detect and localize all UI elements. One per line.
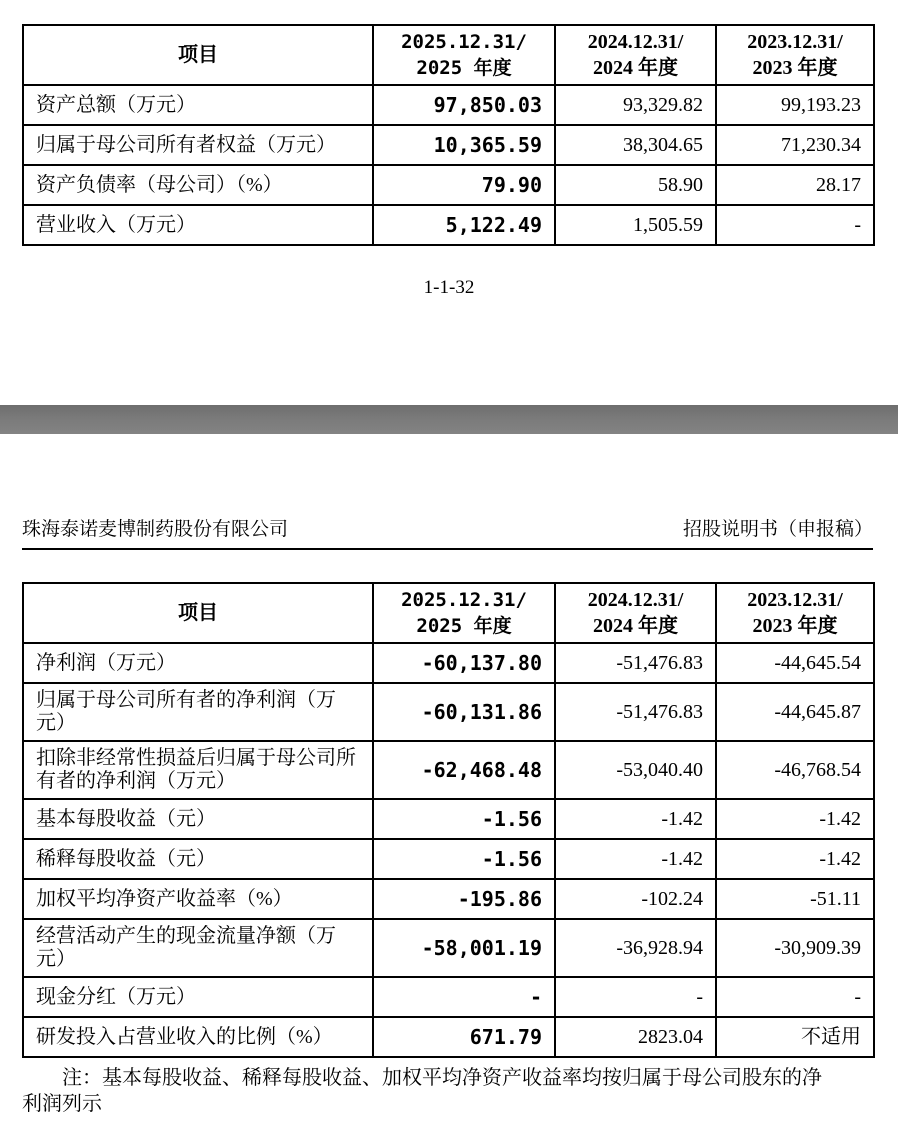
summary-header-row: [23, 25, 874, 85]
row-label: 基本每股收益（元）: [23, 799, 373, 839]
value-2025: 79.90: [373, 165, 555, 205]
value-2025: 10,365.59: [373, 125, 555, 165]
table-row: [23, 683, 874, 741]
table-row: [23, 977, 874, 1017]
row-label: 研发投入占营业收入的比例（%）: [23, 1017, 373, 1057]
value-2024: -: [555, 977, 716, 1017]
profit-table: [22, 582, 875, 1058]
header-line1: 2023.12.31/: [747, 589, 843, 611]
row-label: 扣除非经常性损益后归属于母公司所有者的净利润（万元）: [23, 741, 373, 799]
header-line1: 2024.12.31/: [587, 31, 684, 53]
value-2023: 28.17: [716, 165, 874, 205]
value-2025: 97,850.03: [373, 85, 555, 125]
table-row: [23, 205, 874, 245]
value-2025: -60,131.86: [373, 683, 555, 741]
summary-table: [22, 24, 875, 246]
table-row: [23, 165, 874, 205]
header-line1: 2024.12.31/: [587, 589, 684, 611]
value-2024: -1.42: [555, 799, 716, 839]
value-2023: -51.11: [716, 879, 874, 919]
value-2023: -44,645.87: [716, 683, 874, 741]
value-2024: 38,304.65: [555, 125, 716, 165]
table-row: [23, 85, 874, 125]
doc-title: 招股说明书（申报稿）: [682, 519, 873, 540]
header-line2: 2024 年度: [593, 57, 678, 79]
profit-col-header-item: 项目: [23, 583, 373, 643]
row-label: 加权平均净资产收益率（%）: [23, 879, 373, 919]
row-label: 归属于母公司所有者的净利润（万元）: [23, 683, 373, 741]
header-line2: 2024 年度: [593, 615, 678, 637]
value-2025: -195.86: [373, 879, 555, 919]
table-row: [23, 799, 874, 839]
table-row: [23, 125, 874, 165]
header-line2: 2025 年度: [416, 615, 512, 637]
summary-col-header-item: 项目: [23, 25, 373, 85]
profit-col-header-2024: [555, 583, 716, 643]
value-2023: 99,193.23: [716, 85, 874, 125]
value-2023: -46,768.54: [716, 741, 874, 799]
summary-col-header-2023: [716, 25, 874, 85]
value-2025: -1.56: [373, 799, 555, 839]
page-number: 1-1-32: [423, 277, 475, 298]
value-2024: 2823.04: [555, 1017, 716, 1057]
value-2023: -: [716, 205, 874, 245]
table-row: [23, 1017, 874, 1057]
value-2024: -102.24: [555, 879, 716, 919]
value-2024: -53,040.40: [555, 741, 716, 799]
footnote: 注：基本每股收益、稀释每股收益、加权平均净资产收益率均按归属于母公司股东的净利润列示: [22, 1067, 822, 1115]
table-row: [23, 879, 874, 919]
value-2025: 5,122.49: [373, 205, 555, 245]
page-separator-bar: [0, 405, 898, 434]
header-line2: 2023 年度: [752, 57, 838, 79]
value-2025: -58,001.19: [373, 919, 555, 977]
summary-table-wrapper: [22, 24, 875, 246]
profit-header-row: [23, 583, 874, 643]
value-2023: -1.42: [716, 799, 874, 839]
value-2025: 671.79: [373, 1017, 555, 1057]
company-name: 珠海泰诺麦博制药股份有限公司: [22, 519, 289, 540]
row-label: 净利润（万元）: [23, 643, 373, 683]
value-2023: 不适用: [716, 1017, 874, 1057]
table-row: [23, 839, 874, 879]
value-2024: 58.90: [555, 165, 716, 205]
value-2024: -1.42: [555, 839, 716, 879]
value-2024: -51,476.83: [555, 683, 716, 741]
value-2023: -30,909.39: [716, 919, 874, 977]
value-2024: 93,329.82: [555, 85, 716, 125]
value-2023: -1.42: [716, 839, 874, 879]
value-2023: -: [716, 977, 874, 1017]
summary-col-header-2024: [555, 25, 716, 85]
value-2024: 1,505.59: [555, 205, 716, 245]
value-2023: -44,645.54: [716, 643, 874, 683]
value-2024: -51,476.83: [555, 643, 716, 683]
header-line1: 2023.12.31/: [747, 31, 843, 53]
value-2025: -1.56: [373, 839, 555, 879]
row-label: 归属于母公司所有者权益（万元）: [23, 125, 373, 165]
table-row: [23, 643, 874, 683]
value-2025: -60,137.80: [373, 643, 555, 683]
value-2024: -36,928.94: [555, 919, 716, 977]
row-label: 营业收入（万元）: [23, 205, 373, 245]
header-line2: 2023 年度: [752, 615, 838, 637]
header-line1: 2025.12.31/: [401, 589, 527, 611]
summary-col-header-2025: [373, 25, 555, 85]
profit-table-wrapper: [22, 582, 873, 1117]
value-2023: 71,230.34: [716, 125, 874, 165]
row-label: 现金分红（万元）: [23, 977, 373, 1017]
profit-col-header-2025: [373, 583, 555, 643]
header-line1: 2025.12.31/: [401, 31, 527, 53]
table-row: [23, 741, 874, 799]
running-header: [22, 514, 873, 550]
profit-col-header-2023: [716, 583, 874, 643]
row-label: 稀释每股收益（元）: [23, 839, 373, 879]
value-2025: -: [373, 977, 555, 1017]
row-label: 资产负债率（母公司）（%）: [23, 165, 373, 205]
value-2025: -62,468.48: [373, 741, 555, 799]
row-label: 经营活动产生的现金流量净额（万元）: [23, 919, 373, 977]
header-line2: 2025 年度: [416, 57, 512, 79]
table-row: [23, 919, 874, 977]
row-label: 资产总额（万元）: [23, 85, 373, 125]
